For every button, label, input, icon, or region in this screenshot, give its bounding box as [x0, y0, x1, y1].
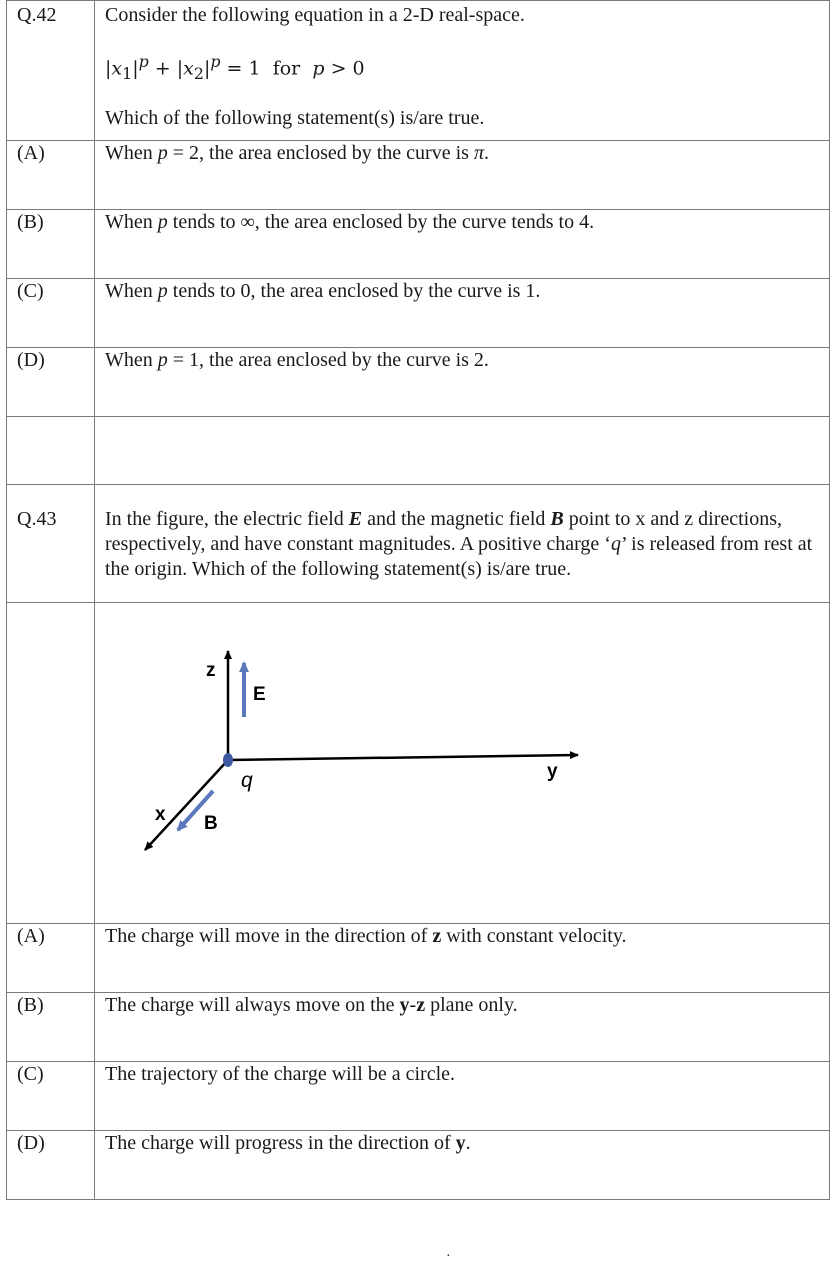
q42-intro: Consider the following equation in a 2-D real-space. — [105, 4, 525, 26]
option-text — [95, 1131, 830, 1200]
q42-option-row-d — [7, 348, 830, 417]
option-label: (C) — [7, 279, 95, 348]
q43-option-row-b — [7, 993, 830, 1062]
opt-var: p — [157, 142, 168, 164]
b-field-label: B — [204, 813, 218, 834]
option-label: (B) — [7, 993, 95, 1062]
opt-post-2: plane only. — [425, 994, 518, 1016]
q43-option-row-a — [7, 924, 830, 993]
q43-text-4: ’ is released from rest at the origin. Which of the following statement(s) is/are true. — [105, 533, 813, 580]
charge-label: q — [241, 769, 253, 792]
q42-row — [7, 1, 830, 141]
y-axis — [228, 755, 578, 760]
opt-pre: When — [105, 280, 158, 302]
q42-number: Q.42 — [7, 1, 95, 141]
opt-pre: The charge will progress in the direction of — [105, 1132, 456, 1154]
q42-prompt: Which of the following statement(s) is/are true. — [105, 107, 485, 130]
opt-pre: When — [105, 349, 158, 371]
opt-var: p — [157, 211, 168, 233]
opt-post: tends to ∞, the area enclosed by the curve tends to 4. — [167, 211, 595, 233]
page-mark: · — [446, 1249, 451, 1264]
opt-tail: π — [473, 142, 484, 164]
opt-post: - — [409, 994, 417, 1016]
q42-equation: $|x_1|^p + |x_2|^p = 1$ for p > 0 — [105, 52, 365, 84]
q43-text-2: and the magnetic field — [362, 508, 551, 530]
option-text — [95, 279, 830, 348]
e-field-label: E — [253, 684, 266, 705]
z-axis-label: z — [206, 660, 216, 681]
opt-pre: When — [105, 142, 158, 164]
q43-row — [7, 485, 830, 603]
q43-q-symbol: q — [610, 533, 621, 555]
q43-option-row-d — [7, 1131, 830, 1200]
charge-dot — [223, 753, 233, 767]
option-label: (A) — [7, 141, 95, 210]
eq-cond-var: p — [312, 57, 325, 80]
q43-text-3: point to x and z directions, respectively, and have constant magnitudes. A positive charge ‘ — [105, 508, 783, 555]
option-text — [95, 1062, 830, 1131]
eq-x2: x — [183, 57, 194, 80]
opt-end: . — [483, 142, 489, 164]
option-text — [95, 210, 830, 279]
q43-text-1: In the figure, the electric field — [105, 508, 349, 530]
q42-stem — [95, 1, 830, 141]
opt-pre: When — [105, 211, 158, 233]
q42-option-row-a — [7, 141, 830, 210]
eq-x1: x — [111, 57, 123, 80]
spacer-row — [7, 417, 830, 485]
opt-post: = 1, the area enclosed by the curve is 2. — [167, 349, 489, 371]
option-label: (A) — [7, 924, 95, 993]
q43-option-row-c — [7, 1062, 830, 1131]
q43-stem — [95, 485, 830, 603]
empty-cell — [95, 417, 830, 485]
figure-cell — [95, 603, 830, 924]
y-axis-label: y — [547, 761, 558, 782]
opt-post: with constant velocity. — [441, 925, 627, 947]
opt-post: = 2, the area enclosed by the curve is — [167, 142, 474, 164]
q42-option-row-b — [7, 210, 830, 279]
x-axis-label: x — [155, 804, 166, 825]
opt-var: p — [157, 280, 168, 302]
option-label: (C) — [7, 1062, 95, 1131]
empty-cell — [7, 603, 95, 924]
option-text — [95, 924, 830, 993]
option-text — [95, 141, 830, 210]
question-table — [6, 0, 830, 1200]
eq-p2: p — [210, 52, 221, 71]
opt-pre: The charge will always move on the — [105, 994, 400, 1016]
eq-for: for — [272, 57, 301, 80]
option-text — [95, 348, 830, 417]
opt-bold: z — [432, 925, 442, 947]
opt-bold: y — [455, 1132, 466, 1154]
opt-pre: The charge will move in the direction of — [105, 925, 433, 947]
field-diagram-svg — [95, 603, 828, 923]
eq-p1: p — [138, 52, 149, 71]
option-label: (D) — [7, 1131, 95, 1200]
opt-post: tends to 0, the area enclosed by the curve is 1. — [167, 280, 541, 302]
q43-b-symbol: B — [550, 508, 564, 530]
opt-bold: y — [399, 994, 410, 1016]
option-text — [95, 993, 830, 1062]
option-label: (B) — [7, 210, 95, 279]
option-label: (D) — [7, 348, 95, 417]
q43-figure-row — [7, 603, 830, 924]
eq-cond-rest: > 0 — [330, 57, 365, 80]
eq-rhs: = 1 — [226, 57, 261, 80]
q43-e-symbol: E — [348, 508, 363, 530]
opt-post: . — [465, 1132, 471, 1154]
eq-sub1: 1 — [122, 64, 133, 84]
q42-option-row-c — [7, 279, 830, 348]
field-diagram — [95, 603, 828, 923]
empty-cell — [7, 417, 95, 485]
opt-bold-2: z — [416, 994, 426, 1016]
opt-var: p — [157, 349, 168, 371]
q43-number: Q.43 — [7, 485, 95, 603]
eq-sub2: 2 — [193, 64, 204, 84]
opt-pre: The trajectory of the charge will be a circle. — [105, 1063, 456, 1085]
